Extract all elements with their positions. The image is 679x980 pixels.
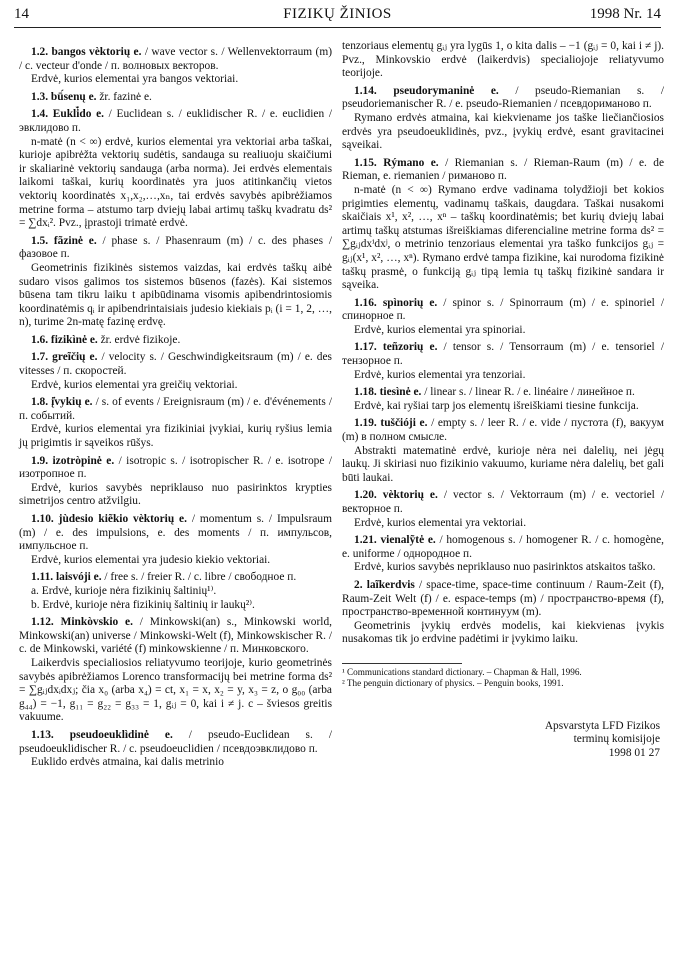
issue-label: 1998 Nr. 14 <box>589 6 661 22</box>
footnote-rule <box>342 663 462 664</box>
entry-translations: / pseudo-Euclidean s. / pseudoeuklidischer R. / c. pseudoeuclidien / псевдоэвклидово п. <box>19 728 332 755</box>
entry-translations: / Minkowski(an) s., Minkowski world, Minkowski(an) universe / Minkowski-Welt (f), Minkowskischer R. / c. de Minkowski, variété (f) minkowskienne / п. Минковского. <box>19 616 332 656</box>
definition-text: Geometrinis įvykių erdvės modelis, kai kiekvienas įvykis nusakomas tik jo erdvine padėtimi ir įvykimo laiku. <box>342 619 664 646</box>
dictionary-entry <box>342 534 664 561</box>
left-column <box>19 42 332 770</box>
entry-term: 1.2. bangos vèktorių e. <box>31 46 142 58</box>
entry-term: 1.5. fãzinė e. <box>31 234 97 247</box>
entry-term: 1.9. izotròpinė e. <box>31 454 115 467</box>
footnote-1: ¹ Communications standard dictionary. – Chapman & Hall, 1996. <box>342 666 582 677</box>
entry-translations: / Euclidean s. / euklidischer R. / e. euclidien / эвклидово п. <box>19 108 332 134</box>
entry-term: 1.4. Eukli̇̀do e. <box>31 108 104 121</box>
dictionary-entry <box>19 108 332 135</box>
footnote-2: ² The penguin dictionary of physics. – Penguin books, 1991. <box>342 678 564 689</box>
definition-text: Erdvė, kurios elementai yra bangos vektoriai. <box>31 73 239 86</box>
definition-text: Euklido erdvės atmaina, kai dalis metrinio <box>31 756 224 769</box>
entry-translations: / momentum s. / Impulsraum (m) / e. des impulsions, e. des moments / п. импульсов, импульсное п. <box>19 513 332 553</box>
entry-term: 1.7. greĩčių e. <box>31 351 98 364</box>
entry-term: 1.11. laisvóji e. <box>31 571 102 584</box>
dictionary-entry <box>19 351 332 378</box>
right-column-body <box>342 40 664 647</box>
entry-translations: / vector s. / Vektorraum (m) / e. vectoriel / векторное п. <box>342 489 664 515</box>
page-header <box>14 6 661 28</box>
definition-text: Laikerdvis specialiosios reliatyvumo teorijoje, kurio geometrinės savybės apibrėžiamos Lorenco transformacijų bei metrine forma ds² = ∑gᵢⱼdxᵢdxⱼ; čia x₀ (arba x₄) = ct, x₁ = x, x₂ = y, x₃ = z, o g₀₀ (arba g₄₄) = −1, g₁₁ = g₂₂ = g₃₃ = 1, gᵢⱼ = 0, kai i ≠ j. c – šviesos greitis vakuume. <box>19 656 332 724</box>
dictionary-entry <box>19 46 332 73</box>
definition-text: Erdvė, kurios elementai yra spinoriai. <box>354 323 526 336</box>
entry-term: 1.18. tiesìnė e. <box>354 386 422 399</box>
entry-term: 2. laĩkerdvis <box>354 578 415 591</box>
definition-text: Erdvė, kurios elementai yra vektoriai. <box>354 516 527 529</box>
dictionary-entry <box>19 334 332 348</box>
dictionary-entry <box>19 729 332 756</box>
entry-translations: / free s. / freier R. / c. libre / свободное п. <box>101 571 297 584</box>
approval-line: terminų komisijoje <box>573 733 660 746</box>
entry-term: 1.21. vienalỹtė e. <box>354 534 436 547</box>
dictionary-entry <box>342 579 664 620</box>
dictionary-entry <box>19 616 332 657</box>
dictionary-entry <box>342 341 664 368</box>
entry-term: 1.6. fizikìnė e. <box>31 333 98 346</box>
entry-translations: / linear s. / linear R. / e. linéaire / линейное п. <box>421 386 635 399</box>
definition-text: Geometrinis fizikinės sistemos vaizdas, kai erdvės taškų aibė sudaro visos galimos tos sistemos būsenos (fazės). Kai sistemos būsena tam tikru laiku t apibūdinama visomis apibendrintosiomis koordinatėmis qᵢ ir apibendrintaisiais judesio kiekiais pᵢ (i = 1, 2, …, n), turime 2n-matę fazinę erdvę. <box>19 261 332 329</box>
approval-date: 1998 01 27 <box>608 746 660 759</box>
dictionary-entry <box>342 386 664 400</box>
dictionary-entry <box>19 455 332 482</box>
definition-text: Erdvė, kurios savybės nepriklauso nuo pasirinktos krypties simetrijos centro atžvilgiu. <box>19 481 332 508</box>
entry-term: 1.13. pseudoeuklìdinė e. <box>31 728 173 741</box>
entry-translations: / empty s. / leer R. / e. vide / пустота (f), вакуум (m) в полном смысле. <box>342 417 664 444</box>
entry-term: 1.16. spìnorių e. <box>354 296 438 309</box>
definition-text: n-matė (n < ∞) erdvė, kurios elementai yra vektoriai arba taškai, kurioje apibrėžta vektorių sudėtis, sandauga su realiuoju skaičiumi ir skaliarinė vektorių sandauga (arba norma). Jei erdvės elementais laikomi taškai, kurių koordinatės yra juos atitinkančių vietos vektorių koordinatės x₁,x₂,…,xₙ, tai erdvės savybės apibrėžiamos metrine forma – atstumo tarp dviejų labai artimų taškų kvadratu ds² = ∑dxᵢ². Pvz., įprastoji trimatė erdvė. <box>19 135 332 230</box>
right-column <box>342 40 664 760</box>
journal-title: FIZIKŲ ŽINIOS <box>283 6 392 22</box>
definition-text: Erdvė, kurios elementai yra fizikiniai įvykiai, kurių ryšius lemia jų prigimtis ir sąveikos rūšys. <box>19 423 332 450</box>
entry-term: 1.19. tuščióji e. <box>354 417 428 430</box>
dictionary-entry <box>19 571 332 585</box>
entry-term: 1.12. Minkòvskio e. <box>31 616 133 629</box>
header-rule <box>14 27 661 28</box>
entry-translations: žr. erdvė fizikoje. <box>97 333 181 346</box>
entry-term: 1.10. jùdesio kiẽkio vèktorių e. <box>31 513 187 525</box>
entry-translations: / Riemanian s. / Rieman-Raum (m) / e. de Rieman, e. riemanien / риманово п. <box>342 156 665 183</box>
dictionary-entry <box>342 417 664 444</box>
definition-text: a. Erdvė, kurioje nėra fizikinių šaltinių¹⁾. <box>31 584 217 597</box>
dictionary-entry <box>342 85 664 112</box>
definition-text: Erdvė, kurios elementai yra judesio kiekio vektoriai. <box>31 553 271 566</box>
entry-translations: / homogenous s. / homogener R. / c. homogène, e. uniforme / однородное п. <box>342 534 664 560</box>
page-number: 14 <box>14 6 29 22</box>
definition-text: Erdvė, kurios savybės nepriklauso nuo pasirinktos atskaitos taško. <box>354 561 656 574</box>
definition-text: Rymano erdvės atmaina, kai kiekviename jos taške liečiančiosios erdvės yra pseudoeuklidinės, pvz., įvykių erdvė, esant gravitacinei sąveikai. <box>342 111 664 152</box>
definition-text: Erdvė, kurios elementai yra greičių vektoriai. <box>31 378 238 391</box>
dictionary-entry <box>19 513 332 554</box>
entry-translations: / wave vector s. / Wellenvektorraum (m) / c. vecteur d'onde / п. волновых векторов. <box>19 46 332 72</box>
dictionary-entry <box>19 396 332 423</box>
approval-line: Apsvarstyta LFD Fizikos <box>544 719 660 732</box>
definition-text: tenzoriaus elementų gᵢⱼ yra lygūs 1, o kita dalis – −1 (gᵢⱼ = 0, kai i ≠ j). Pvz., Minkovskio erdvė (laikerdvis) specialiojoje reliatyvumo teorijoje. <box>342 40 664 80</box>
entry-translations: / velocity s. / Geschwindigkeitsraum (m) / e. des vitesses / п. скоростей. <box>19 351 332 378</box>
entry-term: 1.15. Rýmano e. <box>354 156 439 169</box>
entry-translations: / isotropic s. / isotropischer R. / e. isotrope / изотропное п. <box>19 454 332 481</box>
dictionary-entry <box>342 157 664 184</box>
definition-text: Abstrakti matematinė erdvė, kurioje nėra nei dalelių, nei jėgų laukų. Ji skiriasi nuo fizikinio vakuumo, kuriame nėra dalelių, bet gali būti laukai. <box>342 444 664 484</box>
approval-note <box>342 720 664 760</box>
entry-term: 1.3. bū́senų e. <box>31 90 97 103</box>
entry-translations: / phase s. / Phasenraum (m) / c. des phases / фазовое п. <box>19 234 332 261</box>
entry-translations: / tensor s. / Tensorraum (m) / e. tensoriel / тензорное п. <box>342 341 665 368</box>
entry-term: 1.14. pseudorymaninė e. <box>354 84 499 97</box>
definition-text: Erdvė, kai ryšiai tarp jos elementų išreiškiami tiesine funkcija. <box>354 399 639 412</box>
definition-text: n-matė (n < ∞) Rymano erdve vadinama tolydžioji bet kokios prigimties elementų, vadinamų taškais, daugdara. Taškai nusakomi skaičiais x¹, x², …, xⁿ – taškų koordinatėmis; bet kurių dviejų labai artimų taškų atstumas išreiškiamas diferencialine metrine forma ds² = ∑gᵢⱼdxⁱdxʲ, o metrinio tenzoriaus elementai yra taško funkcijos gᵢⱼ = gᵢⱼ(x¹, x², …, xⁿ). Rymano erdvė tampa fizikine, kai nurodoma fizikinė taškų prasmė, o funkciją gᵢⱼ tipą lemia tų taškų fizikinė sandara ir sąveika. <box>342 183 664 292</box>
dictionary-entry <box>19 235 332 262</box>
definition-text: Erdvė, kurios elementai yra tenzoriai. <box>354 368 526 381</box>
entry-term: 1.17. teñzorių e. <box>354 341 438 354</box>
entry-term: 1.20. vèktorių e. <box>354 489 438 502</box>
entry-term: 1.8. į̇vykių e. <box>31 396 93 409</box>
entry-translations: / spinor s. / Spinorraum (m) / e. spinoriel / спинорное п. <box>342 296 664 323</box>
entry-translations: / space-time, space-time continuum / Raum-Zeit (f), Raum-Zeit Welt (f) / e. espace-temps (m) / пространство-время (f), пространство-временной континуум (m). <box>342 578 664 619</box>
dictionary-entry <box>342 297 664 324</box>
entry-translations: / s. of events / Ereignisraum (m) / e. d'événements / п. событий. <box>19 396 332 422</box>
entry-translations: žr. fazinė e. <box>96 90 152 103</box>
entry-translations: / pseudo-Riemanian s. / pseudoriemanischer R. / e. pseudo-Riemanien / псевдориманово п. <box>342 84 664 111</box>
definition-text: b. Erdvė, kurioje nėra fizikinių šaltinių ir laukų²⁾. <box>31 598 255 611</box>
dictionary-entry <box>342 489 664 516</box>
dictionary-entry <box>19 91 332 105</box>
